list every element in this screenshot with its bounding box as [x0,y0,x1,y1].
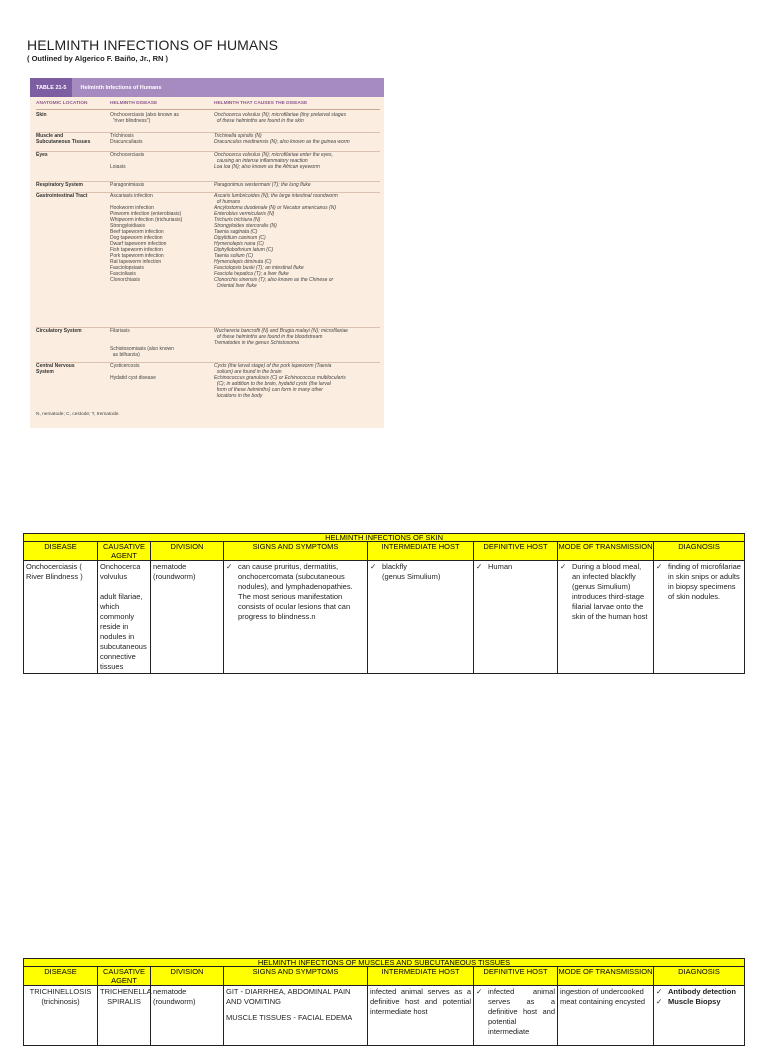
muscle-col-diagnosis: DIAGNOSIS [654,967,745,986]
textbook-helminth-cell: Paragonimus westermani (T); the lung fluke [214,182,311,188]
check-icon: ✓ [656,562,663,571]
muscle-table-row [24,986,745,1046]
muscle-col-agent: CAUSATIVE AGENT [98,967,151,986]
muscle-col-division: DIVISION [151,967,224,986]
skin-division-cell: nematode (roundworm) [151,561,224,674]
textbook-helminth-cell: Ascaris lumbricoides (N); the large intestinal roundworm of humans Ancylostoma duodenale (N) or Necator americanus (N) Enterobius vermicularis (N) Trichuris trichiura (N) Strongyloides stercoralis (N) Taenia saginata (C) Dipylidium caninum (C) Hymenolepis nana (C) Diphyllobothrium latum (C) Taenia solium (C) Hymenolepis diminuta (C) Fasciolopsis buski (T); an intestinal fluke Fasciola hepatica (T); a liver fluke Clonorchis sinensis (T); also known as the Chinese or Oriental liver fluke [214,193,338,289]
muscle-disease-name: TRICHINELLOSIS [29,987,92,996]
textbook-disease-cell: Paragonimiasis [110,182,145,188]
textbook-table-row [36,327,380,363]
muscle-signs-git: GIT - DIARRHEA, ABDOMINAL PAIN AND VOMITING [226,987,351,1006]
skin-definitive-text: Human [488,562,513,571]
skin-agent-name: Onchocerca volvulus [100,562,141,581]
check-icon: ✓ [476,562,483,571]
skin-signs-cell [224,561,368,674]
document-title: HELMINTH INFECTIONS OF HUMANS [27,37,279,53]
textbook-helminth-cell: Wuchereria bancrofti (N) and Brugia malayi (N); microfilariae of these helminths are found in the bloodstream Trematodes in the genus Schistosoma [214,328,348,346]
textbook-table-row [36,192,380,328]
textbook-disease-cell: Ascariasis infection Hookworm infection Pinworm infection (enterobiasis) Whipworm infection (trichuriasis) Strongyloidiasis Beef tapeworm infection Dog tapeworm infection Dwarf tapeworm infection Fish tapeworm infection Pork tapeworm infection Rat tapeworm infection Fasciolopsiasis Fascioliasis Clonorchiasis [110,193,183,283]
skin-signs-text: can cause pruritus, dermatitis, onchocercomata (subcutaneous nodules), and lymphadenopathies. The most serious manifestation consists of ocular lesions that can progress to blindness.n [238,562,353,621]
textbook-location-cell: Skin [36,112,47,118]
muscle-transmission-cell: ingestion of undercooked meat containing encysted [558,986,654,1046]
textbook-disease-cell: Filariasis Schistosomiasis (also known as bilharzia) [110,328,174,358]
textbook-table-caption: Helminth Infections of Humans [80,84,162,91]
skin-intermediate-cell [368,561,474,674]
header-helminth-cause: HELMINTH THAT CAUSES THE DISEASE [214,101,308,106]
textbook-helminth-cell: Onchocerca volvulus (N); microfilariae (tiny prelarval stages of these helminths are found in the skin [214,112,346,124]
skin-table-row [24,561,745,674]
skin-col-disease: DISEASE [24,542,98,561]
muscle-diagnosis-2: Muscle Biopsy [668,997,721,1006]
textbook-table-row [36,132,380,152]
skin-col-signs: SIGNS AND SYMPTOMS [224,542,368,561]
skin-col-division: DIVISION [151,542,224,561]
skin-transmission-text: During a blood meal, an infected blackfly (genus Simulium) introduces third-stage filarial larvae onto the skin of the human host [572,562,648,621]
skin-col-intermediate: INTERMEDIATE HOST [368,542,474,561]
muscle-definitive-cell [474,986,558,1046]
header-helminth-disease: HELMINTH DISEASE [110,101,158,106]
muscle-table-title: HELMINTH INFECTIONS OF MUSCLES AND SUBCUTANEOUS TISSUES [24,959,745,967]
header-anatomic-location: ANATOMIC LOCATION [36,101,88,106]
skin-col-transmission: MODE OF TRANSMISSION [558,542,654,561]
skin-col-definitive: DEFINITIVE HOST [474,542,558,561]
muscle-infections-table [23,958,745,1046]
muscle-signs-tissue: MUSCLE TISSUES - FACIAL EDEMA [226,1013,353,1022]
textbook-location-cell: Muscle and Subcutaneous Tissues [36,133,91,145]
skin-diagnosis-text: finding of microfilariae in skin snips or adults in biopsy specimens of skin nodules. [668,562,741,601]
textbook-location-cell: Circulatory System [36,328,82,334]
muscle-col-intermediate: INTERMEDIATE HOST [368,967,474,986]
muscle-disease-note: (trichinosis) [41,997,80,1006]
muscle-definitive-text: infected animal serves as a definitive host and potential intermediate [488,987,555,1036]
textbook-helminth-cell: Trichinella spiralis (N) Dracunculus medinensis (N); also known as the guinea worm [214,133,350,145]
textbook-table-row [36,362,380,410]
skin-col-diagnosis: DIAGNOSIS [654,542,745,561]
muscle-col-signs: SIGNS AND SYMPTOMS [224,967,368,986]
textbook-table-number: TABLE 21-5 [30,78,72,97]
muscle-col-transmission: MODE OF TRANSMISSION [558,967,654,986]
skin-agent-cell [98,561,151,674]
muscle-disease-cell [24,986,98,1046]
skin-agent-note: adult filariae, which commonly reside in nodules in subcutaneous connective tissues [100,592,147,671]
textbook-location-cell: Gastrointestinal Tract [36,193,88,199]
skin-infections-table [23,533,745,674]
textbook-disease-cell: Onchocerciasis (also known as "river blindness") [110,112,179,124]
textbook-location-cell: Central Nervous System [36,363,75,375]
textbook-location-cell: Respiratory System [36,182,83,188]
textbook-helminth-cell: Onchocerca volvulus (N); microfilariae enter the eyes, causing an intense inflammatory reaction Loa loa (N); also known as the African eyeworm [214,152,333,170]
muscle-col-definitive: DEFINITIVE HOST [474,967,558,986]
skin-intermediate-note: (genus Simulium) [382,572,441,581]
muscle-signs-cell [224,986,368,1046]
textbook-disease-cell: Cysticercosis Hydatid cyst disease [110,363,156,381]
check-icon: ✓ [656,987,663,996]
document-subtitle: ( Outlined by Algerico F. Baiño, Jr., RN ) [27,54,168,63]
check-icon: ✓ [476,987,483,996]
textbook-table-banner [30,78,384,97]
skin-transmission-cell [558,561,654,674]
muscle-diagnosis-cell [654,986,745,1046]
muscle-diagnosis-1: Antibody detection [668,987,736,996]
muscle-agent-cell: TRICHENELLA SPIRALIS [98,986,151,1046]
muscle-col-disease: DISEASE [24,967,98,986]
textbook-location-cell: Eyes [36,152,48,158]
textbook-table-header [36,100,380,110]
check-icon: ✓ [656,997,663,1006]
skin-intermediate-text: blackfly [382,562,408,571]
muscle-intermediate-cell: infected animal serves as a definitive host and potential intermediate host [368,986,474,1046]
check-icon: ✓ [560,562,567,571]
muscle-division-cell: nematode (roundworm) [151,986,224,1046]
skin-col-agent: CAUSATIVE AGENT [98,542,151,561]
check-icon: ✓ [226,562,233,571]
textbook-table-row [36,151,380,182]
textbook-table-row [36,111,380,133]
skin-diagnosis-cell [654,561,745,674]
textbook-table-image [30,78,384,428]
textbook-helminth-cell: Cysts (the larval stage) of the pork tapeworm (Taenia solium) are found in the brain Echinococcus granulosis (C) or Echinococcus multilocularis (C); in addition to the brain, hydatid cysts (the larval form of these helminths) can form in many other locations in the body [214,363,346,399]
textbook-disease-cell: Trichinosis Dracunculiasis [110,133,143,145]
textbook-disease-cell: Onchocerciasis Loiasis [110,152,145,170]
skin-disease-cell: Onchocerciasis ( River Blindness ) [24,561,98,674]
check-icon: ✓ [370,562,377,571]
skin-table-title: HELMINTH INFECTIONS OF SKIN [24,534,745,542]
skin-definitive-cell [474,561,558,674]
textbook-table-footnote: N, nematode; C, cestode; T, trematode. [36,412,120,417]
